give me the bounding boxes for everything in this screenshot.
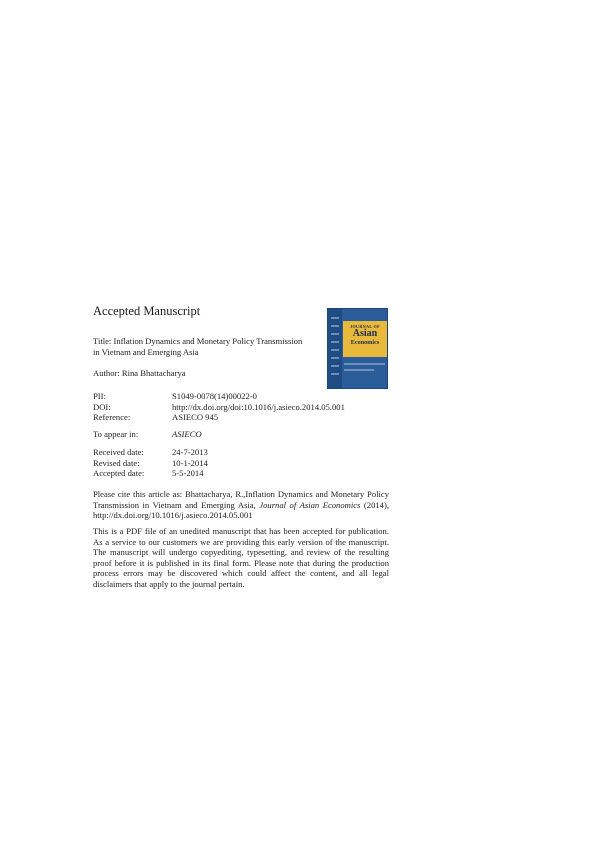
appear-row [93,429,202,440]
journal-cover-image [327,308,388,389]
date-value: 10-1-2014 [172,457,208,468]
identifier-value: S1049-0078(14)00022-0 [172,391,257,401]
identifier-value: ASIECO 945 [172,412,219,422]
article-author: Author: Rina Bhattacharya [93,368,186,378]
identifier-row [93,391,345,402]
journal-name: ASIECO [172,429,202,439]
cover-decoration [331,341,339,343]
date-row [93,447,208,458]
article-title-line: Title: Inflation Dynamics and Monetary Policy Transmission [93,336,303,346]
date-value: 24-7-2013 [172,447,208,457]
citation-suffix[interactable]: (2014), http://dx.doi.org/10.1016/j.asieco.2014.05.001 [93,499,389,521]
date-label: Accepted date: [93,468,145,478]
cover-decoration [331,325,339,327]
identifier-list [93,391,345,423]
cover-title-line1: JOURNAL OF [350,324,380,329]
cover-decoration [331,333,339,335]
citation-prefix: Please cite this article as: Bhattacharya, R.,Inflation Dynamics and Monetary Policy Transmission in Vietnam and Emerging Asia, [93,489,389,510]
cover-title-box [343,321,387,357]
identifier-label: PII: [93,391,106,401]
date-row [93,468,208,479]
citation-journal: Journal of Asian Economics [259,499,361,510]
identifier-row [93,402,345,413]
article-title [93,336,315,358]
disclaimer-paragraph: This is a PDF file of an unedited manuscript that has been accepted for publication. As a service to our customers we are providing this early version of the manuscript. The manuscript will undergo copyediting, typesetting, and review of the resulting proof before it is published in its final form. Please note that during the production process errors may be discovered which could affect the content, and all legal disclaimers that apply to the journal pertain. [93,526,389,589]
doi-link[interactable]: http://dx.doi.org/doi:10.1016/j.asieco.2014.05.001 [172,401,345,412]
cover-decoration [331,317,339,319]
appear-in [93,429,202,440]
date-label: Received date: [93,447,144,457]
date-list [93,447,208,479]
cover-title-line2: Asian [352,328,378,339]
cover-decoration [344,363,385,365]
date-value: 5-5-2014 [172,468,204,478]
page-heading: Accepted Manuscript [93,304,201,318]
identifier-label: DOI: [93,401,111,412]
citation-paragraph [93,489,389,521]
cover-title-line3: Economics [350,339,380,346]
cover-decoration [331,373,339,375]
cover-decoration [331,357,339,359]
cover-decoration [344,369,374,371]
date-row [93,458,208,469]
article-title-line: in Vietnam and Emerging Asia [93,347,199,357]
appear-label: To appear in: [93,429,139,439]
identifier-label: Reference: [93,412,131,422]
cover-decoration [331,349,339,351]
cover-decoration [331,365,339,367]
date-label: Revised date: [93,457,140,468]
identifier-row [93,412,345,423]
